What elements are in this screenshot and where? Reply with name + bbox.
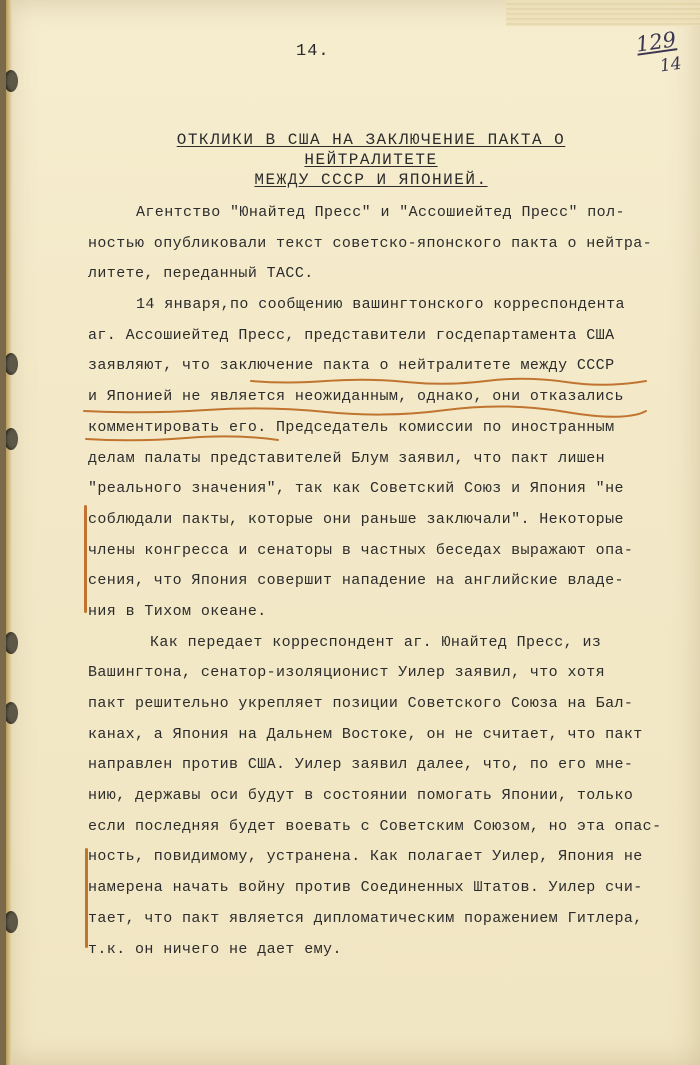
punch-hole <box>6 428 18 450</box>
punch-hole <box>6 353 18 375</box>
text-line: и Японией не является неожиданным, однако, они отказались <box>88 388 624 406</box>
text-line: заявляют, что заключение пакта о нейтралитете между СССР <box>88 357 615 375</box>
text-line: если последняя будет воевать с Советским Союзом, но эта опас- <box>88 817 662 835</box>
title-line-1: ОТКЛИКИ В США НА ЗАКЛЮЧЕНИЕ ПАКТА О НЕЙТРАЛИТЕТЕ <box>176 131 566 169</box>
text-line: 14 января,по сообщению вашингтонского корреспондента <box>136 296 625 314</box>
punch-hole <box>6 702 18 724</box>
text-line: ность, повидимому, устранена. Как полагает Уилер, Япония не <box>88 848 643 866</box>
punch-hole <box>6 70 18 92</box>
archive-folio-number: 129 <box>634 27 678 57</box>
text-line: пакт решительно укрепляет позиции Советского Союза на Бал- <box>88 695 634 712</box>
text-line: "реального значения", так как Советский Союз и Япония "не <box>88 480 624 498</box>
title-line-2: МЕЖДУ СССР И ЯПОНИЕЙ. <box>254 171 488 189</box>
text-line: канах, а Япония на Дальнем Востоке, он не считает, что пакт <box>88 725 643 743</box>
text-line: соблюдали пакты, которые они раньше заключали". Некоторые <box>88 510 624 528</box>
text-line: сения, что Япония совершит нападение на английские владе- <box>88 572 624 590</box>
stacked-page-edges <box>506 0 700 26</box>
text-line: т.к. он ничего не дает ему. <box>88 940 342 958</box>
punch-hole <box>6 632 18 654</box>
text-line: нию, державы оси будут в состоянии помогать Японии, только <box>88 787 634 805</box>
text-line: члены конгресса и сенаторы в частных беседах выражают опа- <box>88 541 634 559</box>
document-page <box>6 0 700 1065</box>
text-line: ния в Тихом океане. <box>88 602 267 620</box>
text-line: Вашингтона, сенатор-изоляционист Уилер заявил, что хотя <box>88 664 606 682</box>
text-line: тает, что пакт является дипломатическим поражением Гитлера, <box>88 909 643 927</box>
page-number: 14. <box>296 42 330 61</box>
text-line: аг. Ассошиейтед Пресс, представители госдепартамента США <box>88 326 615 344</box>
margin-pencil-mark <box>84 505 87 613</box>
punch-hole <box>6 911 18 933</box>
text-line: ностью опубликовали текст советско-японского пакта о нейтра- <box>88 234 653 252</box>
document-title <box>106 130 636 190</box>
text-line: литете, переданный ТАСС. <box>88 265 314 283</box>
text-line: комментировать его. Председатель комиссии по иностранным <box>88 418 615 436</box>
archive-folio-subnumber: 14 <box>658 53 683 77</box>
document-body <box>88 198 668 965</box>
text-line: намерена начать войну против Соединенных Штатов. Уилер счи- <box>88 879 643 897</box>
text-line: направлен против США. Уилер заявил далее, что, по его мне- <box>88 756 634 774</box>
page-binding-edge <box>6 0 12 1065</box>
text-line: Как передает корреспондент аг. Юнайтед Пресс, из <box>150 633 602 651</box>
text-line: Агентство "Юнайтед Пресс" и "Ассошиейтед Пресс" пол- <box>136 204 625 221</box>
text-line: делам палаты представителей Блум заявил, что пакт лишен <box>88 449 606 467</box>
